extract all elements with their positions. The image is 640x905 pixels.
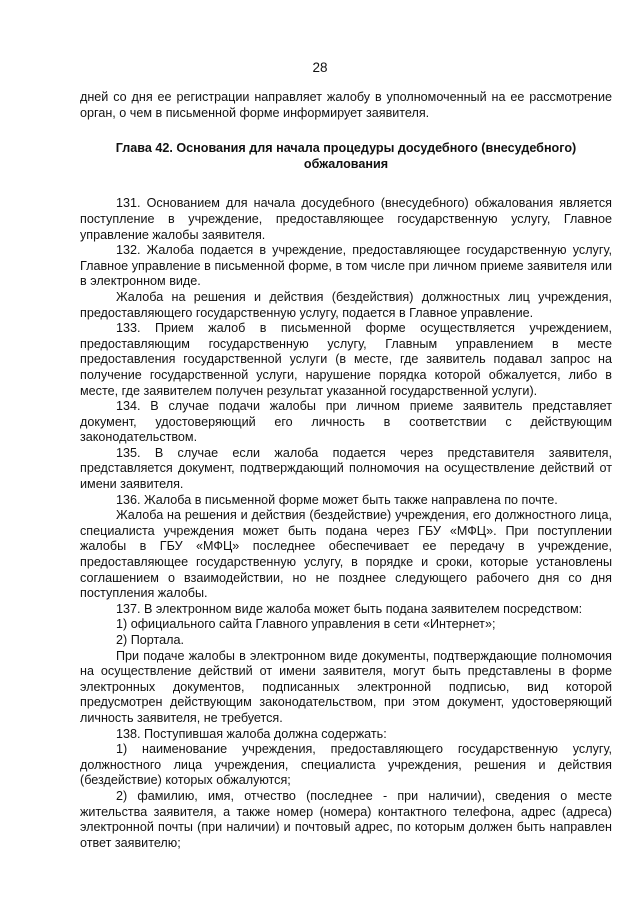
paragraph-138-item-1: 1) наименование учреждения, предоставляющего государственную услугу, должностного лица учреждения, специалиста учреждения, решения и действия (бездействие) которых обжалуются; bbox=[80, 742, 612, 788]
paragraph-131: 131. Основанием для начала досудебного (внесудебного) обжалования является поступление в учреждение, предоставляющее государственную услугу, Главное управление жалобы заявителя. bbox=[80, 196, 612, 242]
chapter-heading: Глава 42. Основания для начала процедуры досудебного (внесудебного) обжалования bbox=[115, 141, 577, 171]
paragraph-136-cont: Жалоба на решения и действия (бездействие) учреждения, его должностного лица, специалиста учреждения может быть подана через ГБУ «МФЦ». При поступлении жалобы в ГБУ «МФЦ» последнее обеспечивает ее передачу в учреждение, предоставляющее государственную услугу, в порядке и сроки, которые установлены соглашением о взаимодействии, но не позднее следующего рабочего дня со дня поступления жалобы. bbox=[80, 508, 612, 601]
paragraph-138-item-2: 2) фамилию, имя, отчество (последнее - при наличии), сведения о месте жительства заявителя, а также номер (номера) контактного телефона, адрес (адреса) электронной почты (при наличии) и почтовый адрес, по которым должен быть направлен ответ заявителю; bbox=[80, 788, 612, 850]
paragraph-137-cont: При подаче жалобы в электронном виде документы, подтверждающие полномочия на осуществление действий от имени заявителя, могут быть представлены в форме электронных документов, подписанных электронной подписью, вид которой предусмотрен действующим законодательством, при этом документ, удостоверяющий личность заявителя, не требуется. bbox=[80, 648, 612, 725]
paragraph-132-cont: Жалоба на решения и действия (бездействия) должностных лиц учреждения, предоставляющего государственную услугу, подается в Главное управление. bbox=[80, 289, 612, 320]
document-body bbox=[80, 90, 612, 851]
paragraph-132: 132. Жалоба подается в учреждение, предоставляющее государственную услугу, Главное управление в письменной форме, в том числе при личном приеме заявителя или в электронном виде. bbox=[80, 243, 612, 289]
paragraph-138: 138. Поступившая жалоба должна содержать: bbox=[116, 726, 387, 741]
paragraph-134: 134. В случае подачи жалобы при личном приеме заявитель представляет документ, удостоверяющий его личность в соответствии с действующим законодательством. bbox=[80, 399, 612, 445]
paragraph-137-item-1: 1) официального сайта Главного управления в сети «Интернет»; bbox=[116, 617, 496, 632]
page-number: 28 bbox=[312, 60, 328, 75]
paragraph-135: 135. В случае если жалоба подается через представителя заявителя, представляется документ, подтверждающий полномочия на осуществление действий от имени заявителя. bbox=[80, 445, 612, 492]
paragraph-137-item-2: 2) Портала. bbox=[116, 633, 184, 647]
paragraph-136: 136. Жалоба в письменной форме может быть также направлена по почте. bbox=[116, 492, 558, 507]
paragraph-133: 133. Прием жалоб в письменной форме осуществляется учреждением, предоставляющим государственную услугу, Главным управлением в месте предоставления государственной услуги (в месте, где заявитель подавал запрос на получение государственной услуги, нарушение порядка которой обжалуется, либо в месте, где заявителем получен результат указанной государственной услуги). bbox=[80, 321, 612, 398]
paragraph-137: 137. В электронном виде жалоба может быть подана заявителем посредством: bbox=[116, 601, 583, 616]
intro-paragraph: дней со дня ее регистрации направляет жалобу в уполномоченный на ее рассмотрение орган, о чем в письменной форме информирует заявителя. bbox=[80, 90, 612, 120]
